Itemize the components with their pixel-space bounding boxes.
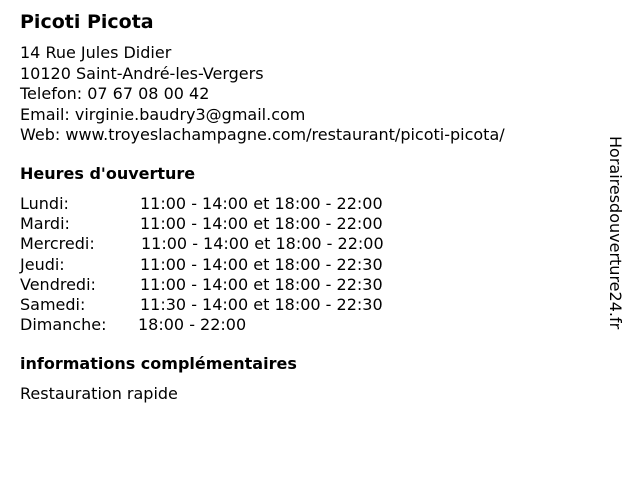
day-label: Samedi:	[20, 294, 86, 314]
hours-value: 11:00 - 14:00 et 18:00 - 22:00	[141, 234, 384, 254]
hours-value: 11:30 - 14:00 et 18:00 - 22:30	[140, 294, 383, 314]
day-label: Mardi:	[20, 214, 70, 234]
hours-value: 11:00 - 14:00 et 18:00 - 22:30	[140, 254, 383, 274]
day-label: Mercredi:	[20, 234, 95, 254]
hours-value: 11:00 - 14:00 et 18:00 - 22:00	[140, 214, 383, 234]
contact-block	[20, 43, 505, 146]
hours-value: 18:00 - 22:00	[138, 315, 247, 335]
business-name: Picoti Picota	[20, 11, 154, 33]
email-text: Email: virginie.baudry3@gmail.com	[20, 104, 306, 124]
address-line-2: 10120 Saint-André-les-Vergers	[20, 63, 264, 83]
address-line-1: 14 Rue Jules Didier	[20, 43, 172, 62]
hours-value: 11:00 - 14:00 et 18:00 - 22:00	[140, 194, 383, 213]
day-label: Dimanche:	[20, 315, 107, 335]
day-label: Jeudi:	[20, 254, 65, 274]
site-watermark: Horairesdouverture24.fr	[606, 136, 625, 330]
day-label: Lundi:	[20, 194, 69, 213]
hours-value: 11:00 - 14:00 et 18:00 - 22:30	[140, 274, 383, 294]
phone-text: Telefon: 07 67 08 00 42	[20, 84, 210, 103]
hours-heading: Heures d'ouverture	[20, 164, 196, 183]
web-text: Web: www.troyeslachampagne.com/restaurant/picoti-picota/	[20, 125, 505, 144]
info-heading: informations complémentaires	[20, 354, 297, 373]
info-text: Restauration rapide	[20, 384, 178, 403]
day-label: Vendredi:	[20, 274, 96, 294]
